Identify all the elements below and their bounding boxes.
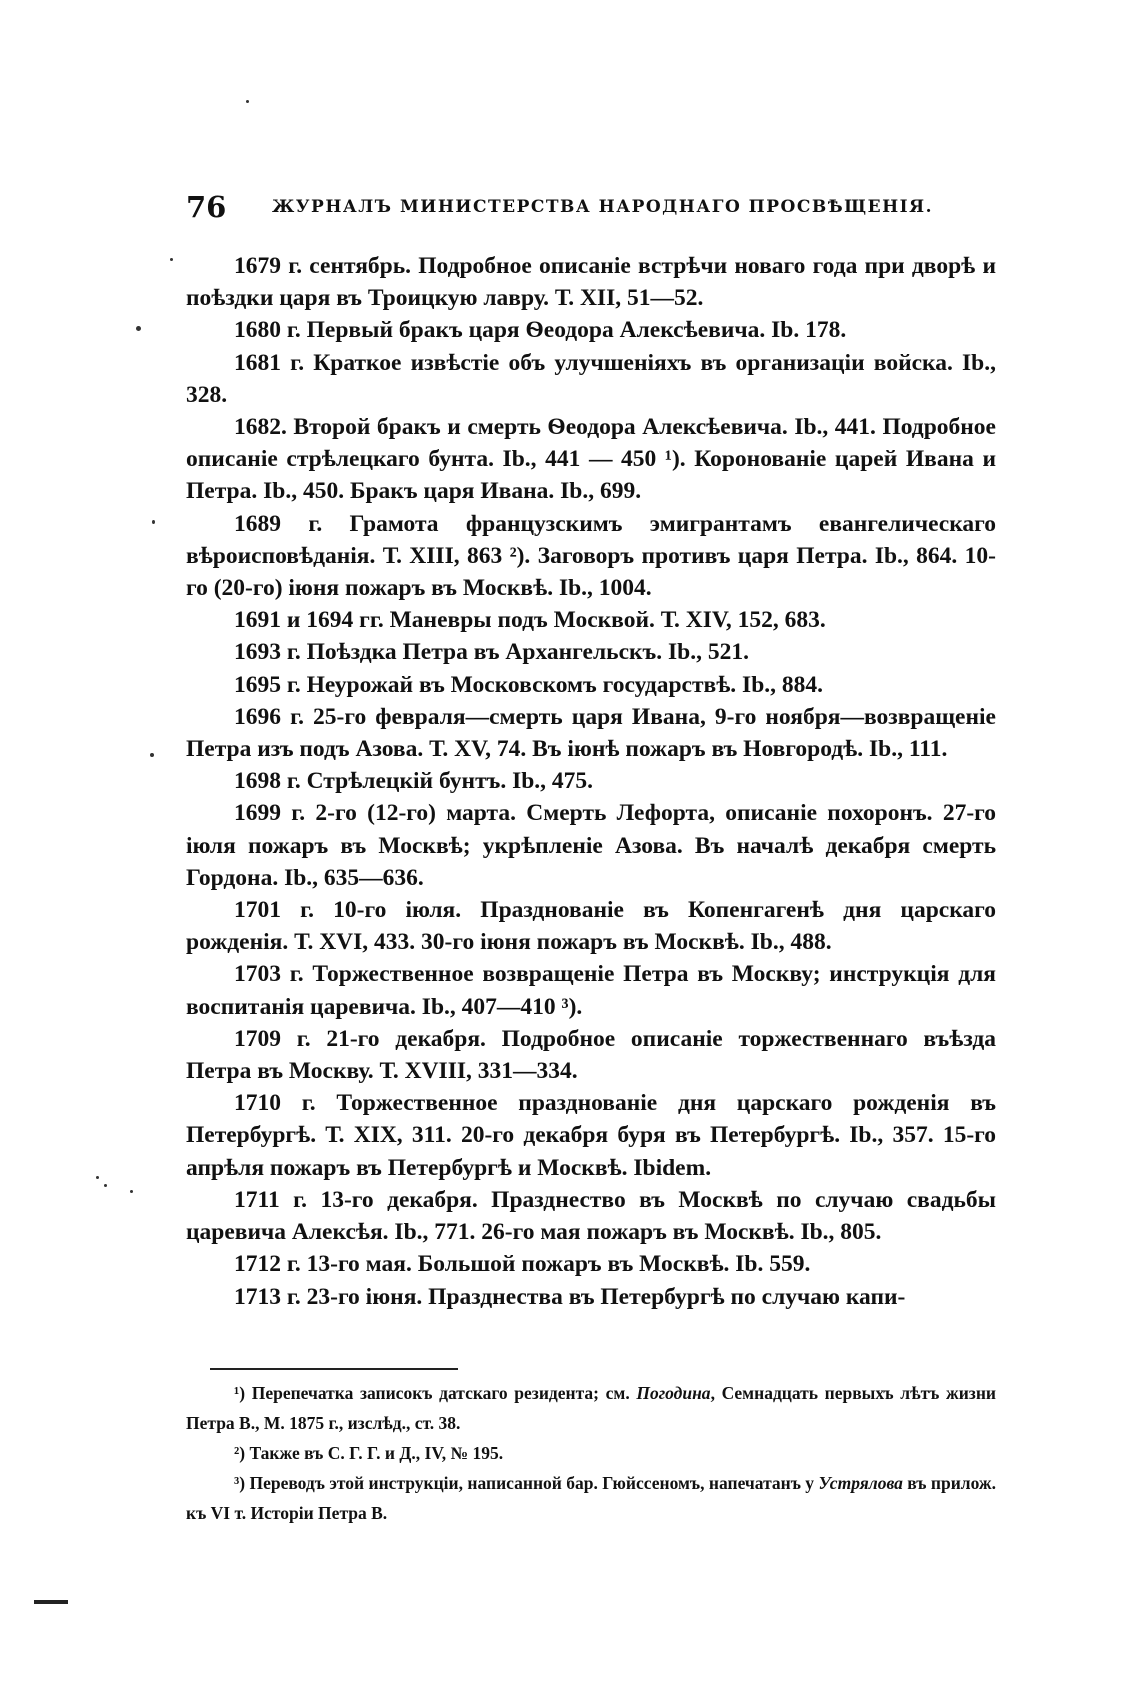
footnotes	[186, 1378, 996, 1528]
entry-1695: 1695 г. Неурожай въ Московскомъ государствѣ. Ib., 884.	[234, 671, 824, 698]
scan-speck	[104, 1184, 107, 1187]
footnote-2: ²) Также въ С. Г. Г. и Д., IV, № 195.	[234, 1443, 504, 1463]
running-head: ЖУРНАЛЪ МИНИСТЕРСТВА НАРОДНАГО ПРОСВѢЩЕНІЯ.	[271, 197, 934, 217]
entry-1709: 1709 г. 21-го декабря. Подробное описаніе торжественнаго въѣзда Петра въ Москву. Т. XVIII, 331—334.	[186, 1025, 996, 1085]
scan-edge-mark	[34, 1600, 68, 1604]
entry-1711: 1711 г. 13-го декабря. Празднество въ Москвѣ по случаю свадьбы царевича Алексѣя. Ib., 771. 26-го мая пожаръ въ Москвѣ. Ib., 805.	[186, 1186, 996, 1246]
page-number: 76	[186, 190, 227, 224]
entry-1691-1694: 1691 и 1694 гг. Маневры подъ Москвой. Т. XIV, 152, 683.	[234, 607, 826, 634]
scan-speck	[136, 326, 141, 331]
entry-1703: 1703 г. Торжественное возвращеніе Петра въ Москву; инструкція для воспитанія царевича. Ib., 407—410 ³).	[186, 961, 996, 1020]
footnote-1-author: Погодина	[636, 1383, 711, 1403]
scan-speck	[150, 753, 154, 757]
entry-1689: 1689 г. Грамота французскимъ эмигрантамъ евангелическаго вѣроисповѣданія. Т. XIII, 863 ²). Заговоръ противъ царя Петра. Ib., 864. 10-го (20-го) іюня пожаръ въ Москвѣ. Ib., 1004.	[186, 510, 996, 602]
footnote-1-text-b: , Семнадцать первыхъ лѣтъ жизни Петра В., М. 1875 г., изслѣд., ст. 38.	[186, 1383, 996, 1433]
footnote-3-marker: ³)	[234, 1473, 246, 1493]
entry-1696: 1696 г. 25-го февраля—смерть царя Ивана, 9-го ноября—возвращеніе Петра изъ подъ Азова. Т. XV, 74. Въ іюнѣ пожаръ въ Новгородѣ. Ib., 111.	[186, 703, 996, 763]
entry-1713: 1713 г. 23-го іюня. Празднества въ Петербургѣ по случаю капи-	[234, 1283, 906, 1310]
entry-1710: 1710 г. Торжественное празднованіе дня царскаго рожденія въ Петербургѣ. Т. XIX, 311. 20-го декабря буря въ Петербургѣ. Ib., 357. 15-го апрѣля пожаръ въ Петербургѣ и Москвѣ. Ibidem.	[186, 1090, 996, 1181]
page-header	[186, 190, 966, 224]
entry-1712: 1712 г. 13-го мая. Большой пожаръ въ Москвѣ. Ib. 559.	[234, 1251, 811, 1278]
footnote-3-text-b: въ прилож. къ VI т. Исторіи Петра В.	[186, 1473, 996, 1523]
entry-1701: 1701 г. 10-го іюля. Празднованіе въ Копенгагенѣ дня царскаго рожденія. Т. XVI, 433. 30-го іюня пожаръ въ Москвѣ. Ib., 488.	[186, 897, 996, 956]
entry-1699: 1699 г. 2-го (12-го) марта. Смерть Лефорта, описаніе похоронъ. 27-го іюля пожаръ въ Москвѣ; укрѣпленіе Азова. Въ началѣ декабря смерть Гордона. Ib., 635—636.	[186, 800, 996, 891]
scan-speck	[152, 520, 155, 524]
entry-1698: 1698 г. Стрѣлецкій бунтъ. Ib., 475.	[234, 768, 594, 795]
entry-1679: 1679 г. сентябрь. Подробное описаніе встрѣчи новаго года при дворѣ и поѣздки царя въ Троицкую лавру. Т. XII, 51—52.	[186, 253, 996, 312]
entry-1693: 1693 г. Поѣздка Петра въ Архангельскъ. Ib., 521.	[234, 639, 749, 666]
scan-speck	[96, 1176, 99, 1179]
footnote-3-text-a: Переводъ этой инструкціи, написанной бар. Гюйссеномъ, напечатанъ у	[245, 1473, 819, 1493]
scan-speck	[130, 1190, 133, 1193]
entry-1681: 1681 г. Краткое извѣстіе объ улучшеніяхъ въ организаціи войска. Ib., 328.	[186, 349, 996, 408]
chronology-text	[186, 250, 996, 1313]
footnote-1-marker: ¹)	[234, 1383, 246, 1403]
entry-1680: 1680 г. Первый бракъ царя Ѳеодора Алексѣевича. Ib. 178.	[234, 317, 847, 344]
scan-speck	[170, 258, 173, 261]
footnote-3-author: Устрялова	[818, 1473, 903, 1493]
footnote-1-text-a: Перепечатка записокъ датскаго резидента; см.	[245, 1383, 637, 1403]
footnote-3	[186, 1468, 996, 1528]
footnote-separator	[210, 1368, 458, 1370]
entry-1682: 1682. Второй бракъ и смерть Ѳеодора Алексѣевича. Ib., 441. Подробное описаніе стрѣлецкаго бунта. Ib., 441 — 450 ¹). Коронованіе царей Ивана и Петра. Ib., 450. Бракъ царя Ивана. Ib., 699.	[186, 414, 996, 505]
footnote-1	[186, 1378, 996, 1438]
scan-speck	[246, 100, 249, 103]
